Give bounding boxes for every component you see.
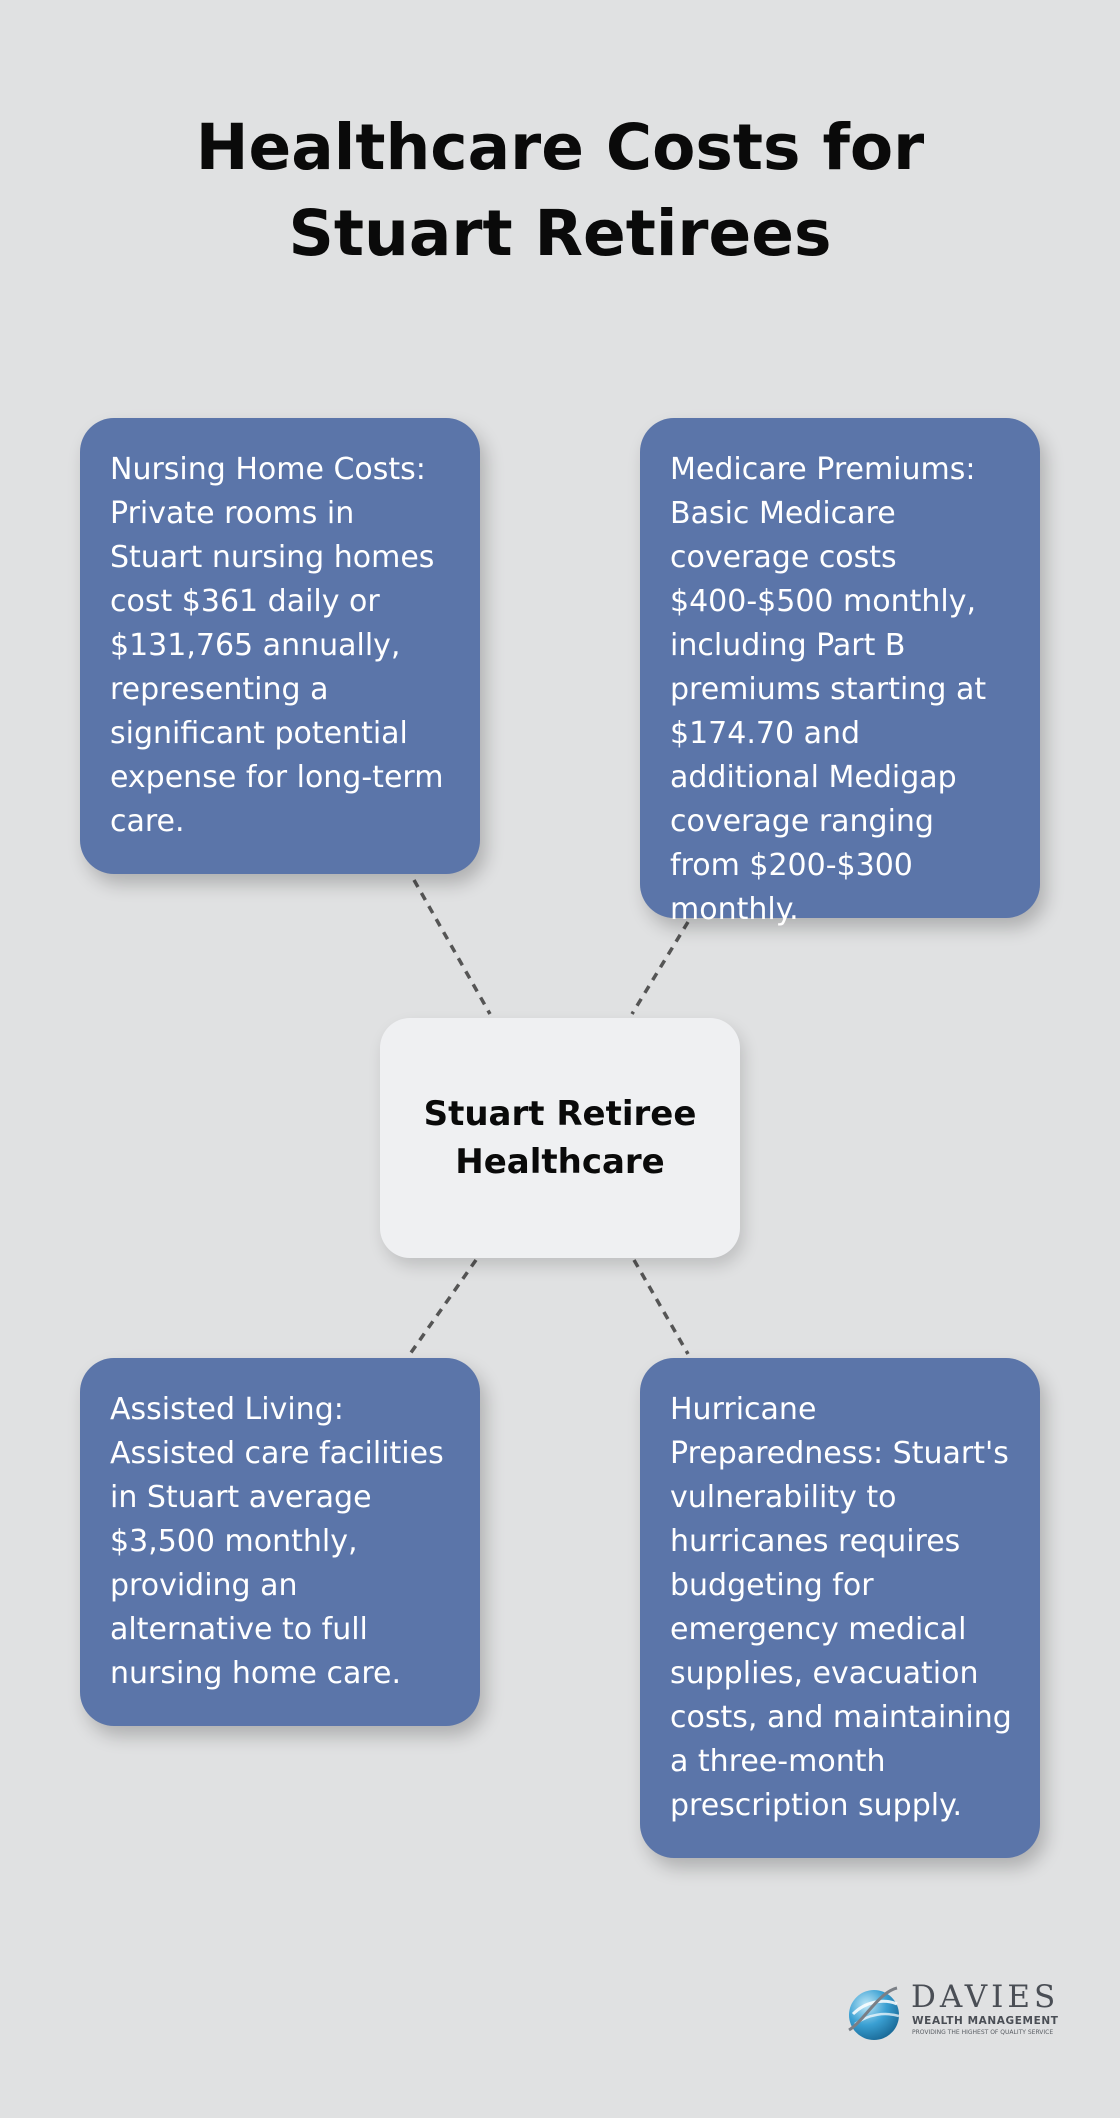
logo-subtitle: WEALTH MANAGEMENT	[912, 2015, 1059, 2027]
card-text: Nursing Home Costs: Private rooms in Stuart nursing homes cost $361 daily or $131,765 annually, representing a significant potential expense for long-term care.	[110, 452, 444, 839]
connector-bottom-right	[634, 1260, 688, 1354]
hurricane-preparedness-card	[640, 1358, 1040, 1858]
central-topic-label: Stuart Retiree Healthcare	[423, 1094, 697, 1182]
globe-logo-icon	[845, 1984, 903, 2042]
page-title: Healthcare Costs for Stuart Retirees	[195, 111, 925, 270]
medicare-premiums-card	[640, 418, 1040, 927]
card-text: Hurricane Preparedness: Stuart's vulnerability to hurricanes requires budgeting for emergency medical supplies, evacuation costs, and maintaining a three-month prescription supply.	[670, 1392, 1012, 1823]
logo-tagline: PROVIDING THE HIGHEST OF QUALITY SERVICE	[912, 2029, 1054, 2036]
nursing-home-costs-card	[80, 418, 480, 874]
central-topic-node	[380, 1018, 740, 1258]
connector-top-left	[414, 880, 490, 1014]
card-text: Medicare Premiums: Basic Medicare coverage costs $400-$500 monthly, including Part B premiums starting at $174.70 and additional Medigap coverage ranging from $200-$300 monthly.	[670, 452, 987, 927]
logo-name: DAVIES	[911, 1979, 1060, 2015]
assisted-living-card	[80, 1358, 480, 1726]
connector-top-right	[632, 922, 688, 1014]
card-text: Assisted Living: Assisted care facilities in Stuart average $3,500 monthly, providing an alternative to full nursing home care.	[110, 1392, 444, 1691]
connector-bottom-left	[410, 1260, 476, 1354]
davies-logo	[845, 1979, 1060, 2046]
